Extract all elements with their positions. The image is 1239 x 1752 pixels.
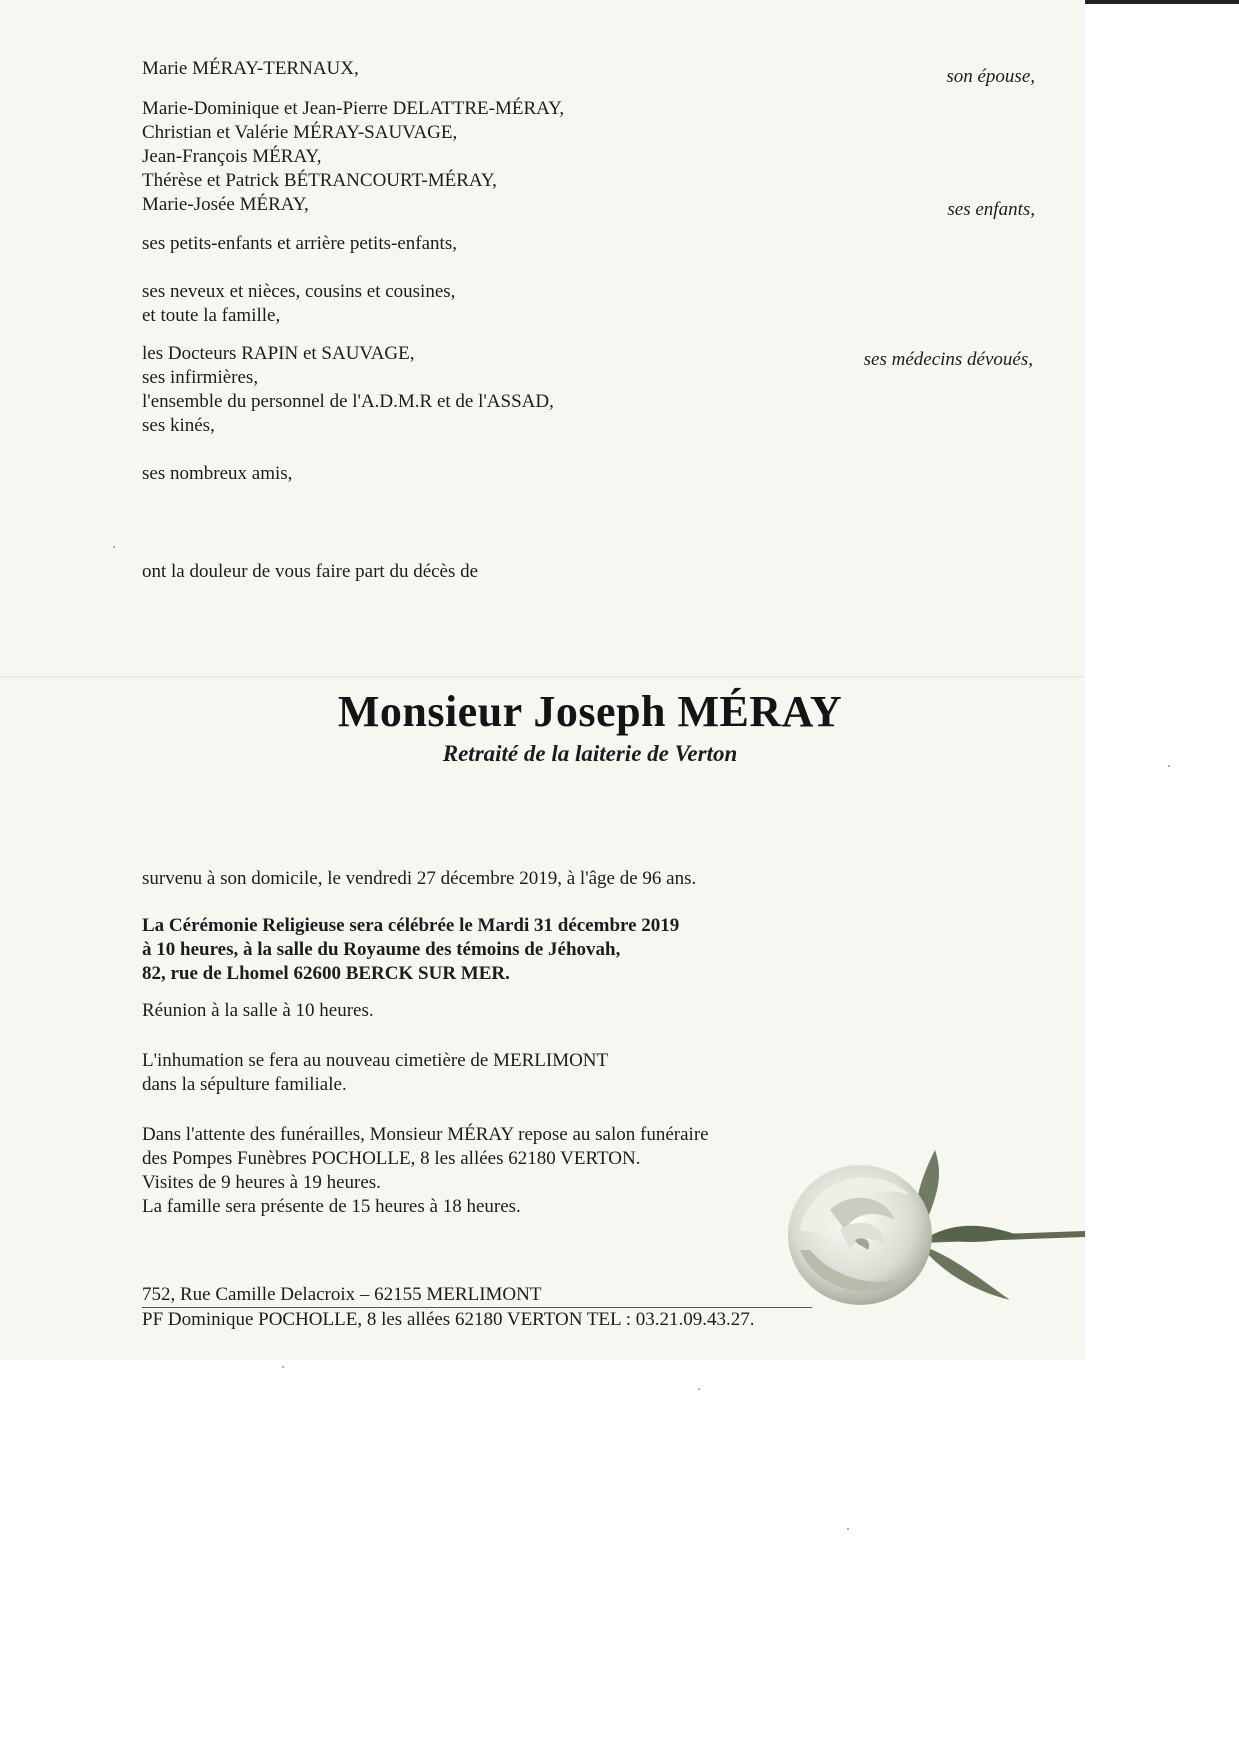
relatives-line-1: ses neveux et nièces, cousins et cousines, (142, 281, 456, 302)
white-rose-icon (770, 1140, 1090, 1320)
child-5: Marie-Josée MÉRAY, (142, 194, 309, 215)
viewing-line-2: des Pompes Funèbres POCHOLLE, 8 les allées 62180 VERTON. (142, 1148, 641, 1169)
scan-speck (113, 546, 115, 548)
footer-address: 752, Rue Camille Delacroix – 62155 MERLIMONT (142, 1284, 542, 1305)
doctors-line-2: ses infirmières, (142, 367, 259, 388)
doctors-line-4: ses kinés, (142, 415, 215, 436)
scan-speck (282, 1366, 284, 1368)
child-1: Marie-Dominique et Jean-Pierre DELATTRE-MÉRAY, (142, 98, 565, 119)
grandchildren: ses petits-enfants et arrière petits-enfants, (142, 233, 457, 254)
doctors-line-1: les Docteurs RAPIN et SAUVAGE, (142, 343, 415, 364)
spouse-role: son épouse, (946, 66, 1035, 87)
burial-line-1: L'inhumation se fera au nouveau cimetière de MERLIMONT (142, 1050, 609, 1071)
doctors-role: ses médecins dévoués, (863, 349, 1033, 370)
ceremony-line-2: à 10 heures, à la salle du Royaume des témoins de Jéhovah, (142, 939, 621, 960)
relatives-line-2: et toute la famille, (142, 305, 281, 326)
child-4: Thérèse et Patrick BÉTRANCOURT-MÉRAY, (142, 170, 497, 191)
viewing-line-3: Visites de 9 heures à 19 heures. (142, 1172, 381, 1193)
scan-speck (698, 1388, 700, 1390)
card-fold-line (0, 676, 1085, 678)
viewing-line-4: La famille sera présente de 15 heures à 18 heures. (142, 1196, 521, 1217)
scan-speck (1168, 765, 1170, 767)
ceremony-line-3: 82, rue de Lhomel 62600 BERCK SUR MER. (142, 963, 510, 984)
children-role: ses enfants, (947, 199, 1035, 220)
footer-funeral-home: PF Dominique POCHOLLE, 8 les allées 62180 VERTON TEL : 03.21.09.43.27. (142, 1309, 755, 1330)
ceremony-line-1: La Cérémonie Religieuse sera célébrée le Mardi 31 décembre 2019 (142, 915, 680, 936)
viewing-line-1: Dans l'attente des funérailles, Monsieur MÉRAY repose au salon funéraire (142, 1124, 709, 1145)
deceased-subtitle: Retraité de la laiterie de Verton (442, 741, 738, 766)
scan-edge-rule (1085, 0, 1239, 4)
announcement: ont la douleur de vous faire part du décès de (142, 561, 479, 582)
scan-speck (847, 1528, 849, 1530)
child-2: Christian et Valérie MÉRAY-SAUVAGE, (142, 122, 458, 143)
death-notice: survenu à son domicile, le vendredi 27 décembre 2019, à l'âge de 96 ans. (142, 868, 697, 889)
reunion: Réunion à la salle à 10 heures. (142, 1000, 374, 1021)
burial-line-2: dans la sépulture familiale. (142, 1074, 347, 1095)
doctors-line-3: l'ensemble du personnel de l'A.D.M.R et de l'ASSAD, (142, 391, 554, 412)
deceased-name: Monsieur Joseph MÉRAY (337, 687, 843, 736)
spouse-name: Marie MÉRAY-TERNAUX, (142, 58, 359, 79)
child-3: Jean-François MÉRAY, (142, 146, 322, 167)
friends: ses nombreux amis, (142, 463, 293, 484)
